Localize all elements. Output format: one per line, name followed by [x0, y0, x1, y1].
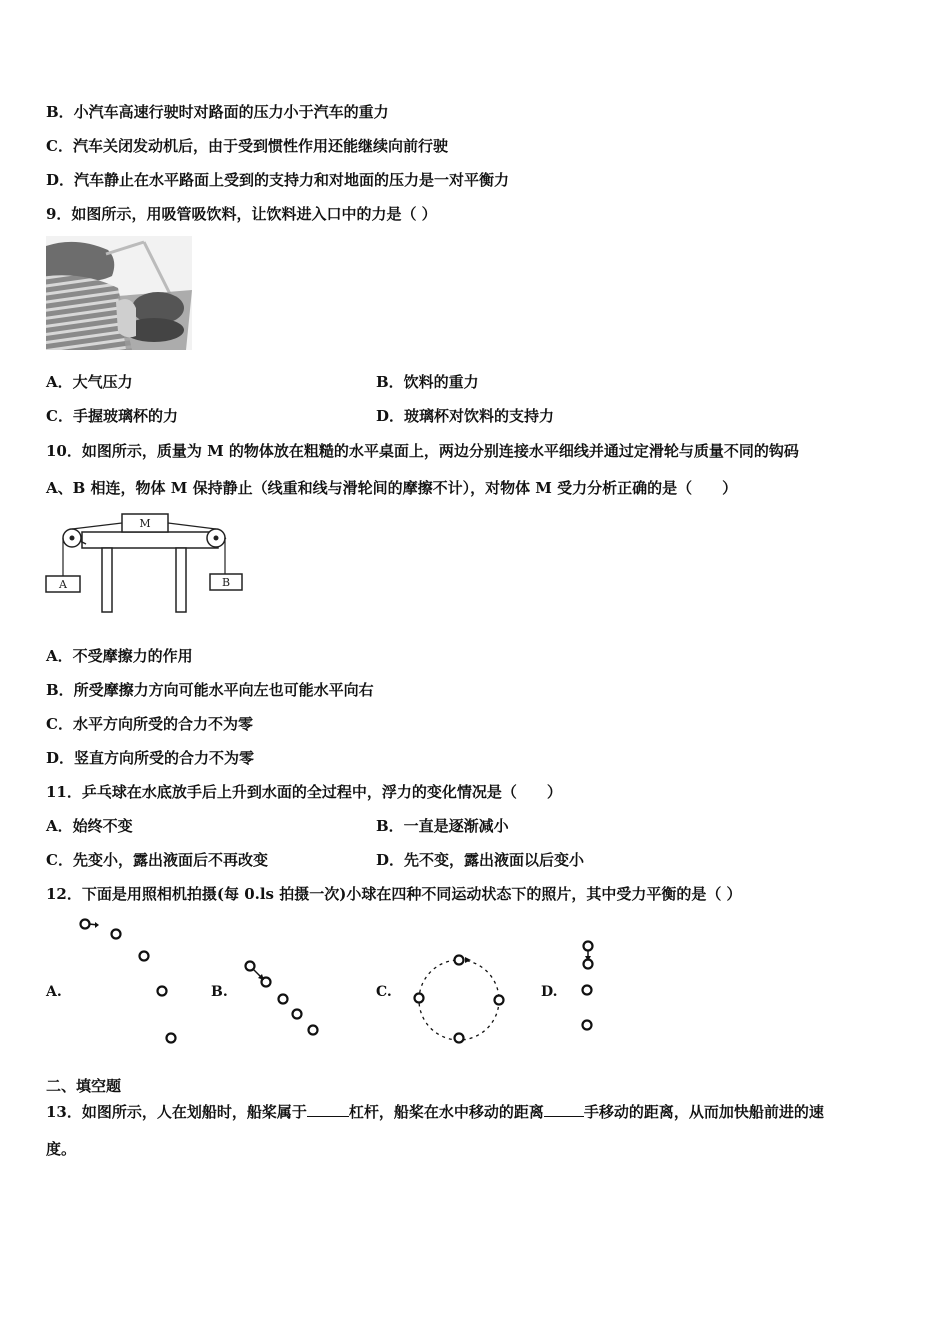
- q12-stem: 12．下面是用照相机拍摄(每 0.ls 拍摄一次)小球在四种不同运动状态下的照片，其中受力平衡的是（ ）: [46, 885, 742, 903]
- q12-label-a: A.: [46, 984, 62, 1000]
- table-pulley-figure: [44, 510, 248, 614]
- straw-drinking-photo: [46, 236, 192, 350]
- q11-option-d: D．先不变，露出液面以后变小: [376, 851, 585, 869]
- q13-part1: 13．如图所示，人在划船时，船桨属于: [46, 1103, 307, 1121]
- q13-part2: 杠杆，船桨在水中移动的距离: [348, 1103, 544, 1121]
- q9-option-b: B．饮料的重力: [376, 373, 479, 391]
- q11-stem: 11．乒乓球在水底放手后上升到水面的全过程中，浮力的变化情况是（ ）: [46, 783, 562, 801]
- q13-blank-1[interactable]: [307, 1102, 349, 1117]
- section-title-fill-in: 二、填空题: [46, 1077, 122, 1095]
- weight-a-label: A: [59, 578, 67, 591]
- q10-option-a: A．不受摩擦力的作用: [46, 647, 193, 665]
- q10-stem-line2: A、B 相连，物体 M 保持静止（线重和线与滑轮间的摩擦不计），对物体 M 受力分析正确的是（ ）: [46, 479, 738, 497]
- q8-option-d: D．汽车静止在水平路面上受到的支持力和对地面的压力是一对平衡力: [46, 171, 510, 189]
- q10-stem-line1: 10．如图所示，质量为 M 的物体放在粗糙的水平桌面上，两边分别连接水平细线并通过定滑轮与质量不同的钩码: [46, 442, 799, 460]
- q10-option-b: B．所受摩擦力方向可能水平向左也可能水平向右: [46, 681, 374, 699]
- q11-option-c: C．先变小，露出液面后不再改变: [46, 851, 268, 869]
- q8-option-c: C．汽车关闭发动机后，由于受到惯性作用还能继续向前行驶: [46, 137, 448, 155]
- q13-line1: [46, 1102, 824, 1122]
- weight-b-label: B: [221, 576, 231, 589]
- q8-option-b: B．小汽车高速行驶时对路面的压力小于汽车的重力: [46, 103, 389, 121]
- q9-option-a: A．大气压力: [46, 373, 133, 391]
- q9-option-c: C．手握玻璃杯的力: [46, 407, 178, 425]
- q13-part4: 度。: [46, 1140, 77, 1158]
- q11-option-b: B．一直是逐渐减小: [376, 817, 509, 835]
- motion-c-balls: [415, 956, 504, 1043]
- q10-option-d: D．竖直方向所受的合力不为零: [46, 749, 255, 767]
- q13-blank-2[interactable]: [544, 1102, 584, 1117]
- q11-option-a: A．始终不变: [46, 817, 133, 835]
- q12-label-b: B.: [211, 984, 228, 1000]
- q9-stem: 9．如图所示，用吸管吸饮料，让饮料进入口中的力是（ ）: [46, 205, 437, 223]
- motion-photos-figure: [40, 912, 620, 1050]
- q9-option-d: D．玻璃杯对饮料的支持力: [376, 407, 555, 425]
- q12-label-d: D.: [541, 984, 558, 1000]
- block-m-label: M: [139, 517, 151, 530]
- motion-a-balls: [81, 920, 176, 1043]
- q10-option-c: C．水平方向所受的合力不为零: [46, 715, 253, 733]
- q12-label-c: C.: [376, 984, 392, 1000]
- q13-part3: 手移动的距离，从而加快船前进的速: [583, 1103, 824, 1121]
